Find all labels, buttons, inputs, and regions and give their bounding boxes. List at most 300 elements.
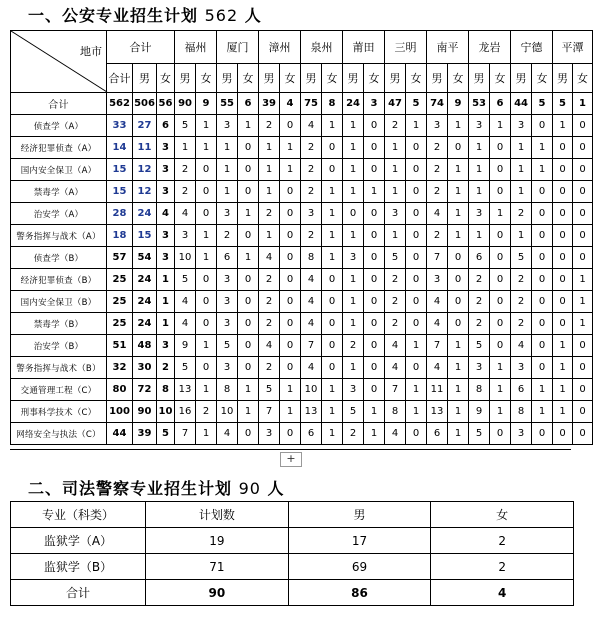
- table-cell: 0: [490, 225, 511, 247]
- table-cell: 2: [427, 137, 448, 159]
- table-cell: 1: [448, 423, 469, 445]
- table-cell: 4: [301, 357, 322, 379]
- table-cell: 0: [322, 291, 343, 313]
- total-subheader: 男: [133, 64, 157, 93]
- table-cell: 0: [322, 313, 343, 335]
- table-row: [11, 313, 593, 335]
- table-cell: 3: [469, 357, 490, 379]
- row-label: 合计: [11, 93, 107, 115]
- table-cell: 1: [364, 401, 385, 423]
- table-cell: 1: [238, 379, 259, 401]
- table-cell: 1: [343, 313, 364, 335]
- table-row: [11, 159, 593, 181]
- table-cell: 1: [217, 181, 238, 203]
- table-cell: 2: [431, 554, 574, 580]
- table-row: [11, 379, 593, 401]
- table-cell: 1: [448, 335, 469, 357]
- table-cell: 4: [175, 203, 196, 225]
- table-cell: 10: [175, 247, 196, 269]
- table-cell: 90: [146, 580, 289, 606]
- table-cell: 56: [157, 93, 175, 115]
- column-header: 专业（科类）: [11, 502, 146, 528]
- table-cell: 0: [553, 181, 573, 203]
- table-cell: 1: [553, 379, 573, 401]
- table-cell: 4: [427, 291, 448, 313]
- city-header: 南平: [427, 31, 469, 64]
- table-row: [11, 93, 593, 115]
- table-cell: 2: [427, 225, 448, 247]
- table-cell: 1: [196, 247, 217, 269]
- table-cell: 44: [107, 423, 133, 445]
- table-cell: 0: [280, 423, 301, 445]
- table-cell: 1: [490, 379, 511, 401]
- row-label: 警务指挥与战术（A）: [11, 225, 107, 247]
- table-cell: 5: [175, 269, 196, 291]
- column-header: 男: [288, 502, 431, 528]
- table-cell: 0: [364, 225, 385, 247]
- table-cell: 0: [553, 269, 573, 291]
- city-header: 福州: [175, 31, 217, 64]
- city-header: 三明: [385, 31, 427, 64]
- row-label: 刑事科学技术（C）: [11, 401, 107, 423]
- table-cell: 47: [385, 93, 406, 115]
- table-cell: 5: [406, 93, 427, 115]
- table-cell: 4: [427, 203, 448, 225]
- table-cell: 1: [448, 379, 469, 401]
- table-cell: 5: [175, 357, 196, 379]
- section2-title: [28, 476, 285, 499]
- gender-subheader: 女: [238, 64, 259, 93]
- table-cell: 2: [343, 335, 364, 357]
- table-cell: 0: [280, 269, 301, 291]
- table-cell: 0: [490, 291, 511, 313]
- table-cell: 3: [343, 379, 364, 401]
- table-cell: 19: [146, 528, 289, 554]
- table-cell: 0: [573, 181, 593, 203]
- gender-subheader: 女: [406, 64, 427, 93]
- table-cell: 1: [157, 269, 175, 291]
- table-cell: 1: [259, 159, 280, 181]
- table-cell: 2: [175, 159, 196, 181]
- table-cell: 1: [196, 379, 217, 401]
- table-cell: 0: [532, 225, 553, 247]
- table-cell: 5: [553, 93, 573, 115]
- table-cell: 3: [385, 203, 406, 225]
- gender-subheader: 男: [301, 64, 322, 93]
- table-cell: 0: [238, 137, 259, 159]
- table-cell: 10: [217, 401, 238, 423]
- table-cell: 1: [385, 137, 406, 159]
- table-cell: 4: [431, 580, 574, 606]
- table-cell: 1: [532, 401, 553, 423]
- table-cell: 0: [573, 137, 593, 159]
- table-cell: 2: [217, 225, 238, 247]
- table-cell: 4: [385, 423, 406, 445]
- table-cell: 4: [280, 93, 301, 115]
- table-cell: 5: [469, 335, 490, 357]
- table-cell: 3: [301, 203, 322, 225]
- table-cell: 5: [511, 247, 532, 269]
- table-cell: 1: [259, 181, 280, 203]
- table-cell: 0: [490, 137, 511, 159]
- table-cell: 1: [217, 137, 238, 159]
- table-cell: 3: [175, 225, 196, 247]
- table-cell: 0: [406, 423, 427, 445]
- table-cell: 1: [385, 225, 406, 247]
- table-cell: 0: [196, 291, 217, 313]
- table-cell: 3: [343, 247, 364, 269]
- table-cell: 55: [217, 93, 238, 115]
- table-cell: 5: [469, 423, 490, 445]
- table-cell: 1: [448, 401, 469, 423]
- table-cell: 5: [175, 115, 196, 137]
- table-cell: 0: [322, 137, 343, 159]
- table-cell: 0: [364, 247, 385, 269]
- table-cell: 71: [146, 554, 289, 580]
- table-cell: 24: [133, 313, 157, 335]
- table-cell: 2: [427, 181, 448, 203]
- table-cell: 0: [490, 269, 511, 291]
- table-cell: 0: [573, 159, 593, 181]
- table-cell: 562: [107, 93, 133, 115]
- table-cell: 0: [280, 291, 301, 313]
- table-cell: 0: [238, 159, 259, 181]
- table-cell: 0: [364, 203, 385, 225]
- section2-title-unit: 人: [267, 479, 285, 498]
- table-cell: 4: [301, 313, 322, 335]
- table-cell: 1: [364, 181, 385, 203]
- table-cell: 0: [573, 423, 593, 445]
- table-cell: 0: [448, 291, 469, 313]
- table-cell: 1: [532, 137, 553, 159]
- table-cell: 1: [511, 159, 532, 181]
- row-label: 侦查学（A）: [11, 115, 107, 137]
- table-cell: 24: [133, 269, 157, 291]
- table-cell: 1: [385, 181, 406, 203]
- table-cell: 54: [133, 247, 157, 269]
- table-cell: 10: [157, 401, 175, 423]
- table-row: [11, 401, 593, 423]
- table-cell: 0: [238, 269, 259, 291]
- table-cell: 25: [107, 269, 133, 291]
- table-cell: 25: [107, 291, 133, 313]
- table-cell: 9: [196, 93, 217, 115]
- corner-header-cell: [11, 31, 107, 93]
- row-label: 交通管理工程（C）: [11, 379, 107, 401]
- table-cell: 74: [427, 93, 448, 115]
- table-cell: 2: [259, 269, 280, 291]
- table-cell: 0: [532, 115, 553, 137]
- table-cell: 0: [196, 181, 217, 203]
- table-cell: 1: [280, 401, 301, 423]
- table-cell: 0: [364, 115, 385, 137]
- table-cell: 0: [532, 247, 553, 269]
- table-cell: 8: [469, 379, 490, 401]
- table-cell: 51: [107, 335, 133, 357]
- table-cell: 0: [196, 203, 217, 225]
- table-cell: 6: [301, 423, 322, 445]
- table-cell: 1: [343, 269, 364, 291]
- table-cell: 39: [259, 93, 280, 115]
- table-cell: 1: [259, 225, 280, 247]
- table-cell: 5: [157, 423, 175, 445]
- table-cell: 6: [511, 379, 532, 401]
- table-cell: 0: [573, 203, 593, 225]
- table-cell: 8: [385, 401, 406, 423]
- table-row: [11, 269, 593, 291]
- table-cell: 3: [157, 225, 175, 247]
- table-row: [11, 247, 593, 269]
- table-cell: 3: [157, 137, 175, 159]
- table-cell: 2: [511, 291, 532, 313]
- city-header: 莆田: [343, 31, 385, 64]
- table-cell: 1: [280, 159, 301, 181]
- table-cell: 0: [553, 423, 573, 445]
- table-cell: 0: [406, 357, 427, 379]
- city-header: 龙岩: [469, 31, 511, 64]
- table-cell: 0: [280, 247, 301, 269]
- row-label: 治安学（A）: [11, 203, 107, 225]
- table-cell: 1: [196, 423, 217, 445]
- table-cell: 0: [406, 291, 427, 313]
- table-cell: 0: [196, 313, 217, 335]
- table-cell: 0: [280, 225, 301, 247]
- table-cell: 0: [280, 357, 301, 379]
- table-cell: 8: [157, 379, 175, 401]
- table-cell: 0: [573, 335, 593, 357]
- table-cell: 2: [385, 115, 406, 137]
- row-label: 经济犯罪侦查（A）: [11, 137, 107, 159]
- row-label: 国内安全保卫（B）: [11, 291, 107, 313]
- table-cell: 1: [343, 115, 364, 137]
- gender-subheader: 女: [196, 64, 217, 93]
- table-cell: 6: [490, 93, 511, 115]
- table-cell: 0: [490, 335, 511, 357]
- gender-subheader: 女: [448, 64, 469, 93]
- table-cell: 2: [259, 313, 280, 335]
- table-cell: 3: [217, 115, 238, 137]
- table-cell: 0: [280, 115, 301, 137]
- section2-title-count: 90: [238, 479, 261, 498]
- row-label: 治安学（B）: [11, 335, 107, 357]
- city-header: 平潭: [553, 31, 593, 64]
- table-cell: 2: [511, 313, 532, 335]
- table-cell: 0: [553, 203, 573, 225]
- table-cell: 0: [196, 269, 217, 291]
- city-header: 厦门: [217, 31, 259, 64]
- table-cell: 2: [259, 115, 280, 137]
- table-cell: 4: [427, 313, 448, 335]
- table-cell: 1: [259, 137, 280, 159]
- table-cell: 0: [196, 159, 217, 181]
- table-cell: 1: [406, 401, 427, 423]
- table-cell: 1: [573, 291, 593, 313]
- table-cell: 32: [107, 357, 133, 379]
- table-cell: 0: [532, 203, 553, 225]
- city-header: 泉州: [301, 31, 343, 64]
- table-cell: 33: [107, 115, 133, 137]
- table-cell: 8: [511, 401, 532, 423]
- table-cell: 0: [573, 379, 593, 401]
- table-cell: 1: [553, 357, 573, 379]
- column-header: 女: [431, 502, 574, 528]
- table-cell: 0: [490, 247, 511, 269]
- table-cell: 2: [259, 357, 280, 379]
- table-cell: 7: [385, 379, 406, 401]
- table-cell: 0: [322, 159, 343, 181]
- table-cell: 1: [175, 137, 196, 159]
- table-cell: 5: [217, 335, 238, 357]
- section1-title-unit: 人: [244, 6, 262, 25]
- table-cell: 6: [469, 247, 490, 269]
- table-cell: 0: [322, 269, 343, 291]
- table-cell: 12: [133, 181, 157, 203]
- table-cell: 0: [406, 313, 427, 335]
- table-cell: 1: [280, 379, 301, 401]
- total-subheader: 合计: [107, 64, 133, 93]
- table-cell: 3: [469, 203, 490, 225]
- table-cell: 2: [259, 291, 280, 313]
- table-cell: 13: [427, 401, 448, 423]
- gender-subheader: 女: [532, 64, 553, 93]
- table-cell: 0: [364, 269, 385, 291]
- table-cell: 10: [301, 379, 322, 401]
- row-label: 监狱学（B）: [11, 554, 146, 580]
- table-cell: 2: [157, 357, 175, 379]
- table-cell: 1: [322, 225, 343, 247]
- table-cell: 0: [406, 269, 427, 291]
- table-cell: 0: [490, 313, 511, 335]
- table-cell: 1: [238, 203, 259, 225]
- gender-subheader: 男: [259, 64, 280, 93]
- diagonal-line: [11, 31, 107, 92]
- table-cell: 1: [532, 379, 553, 401]
- table-cell: 3: [427, 269, 448, 291]
- table-cell: 1: [322, 423, 343, 445]
- table-cell: 0: [448, 247, 469, 269]
- table-cell: 6: [238, 93, 259, 115]
- table-cell: 6: [217, 247, 238, 269]
- table-cell: 2: [343, 423, 364, 445]
- section1-title-count: 562: [204, 6, 239, 25]
- table-cell: 0: [490, 181, 511, 203]
- table-cell: 0: [553, 313, 573, 335]
- table-cell: 1: [573, 93, 593, 115]
- table-cell: 13: [175, 379, 196, 401]
- table-cell: 6: [157, 115, 175, 137]
- add-row-button[interactable]: +: [280, 452, 302, 467]
- table-cell: 0: [322, 335, 343, 357]
- table-cell: 2: [469, 291, 490, 313]
- table-cell: 24: [343, 93, 364, 115]
- table-cell: 1: [238, 247, 259, 269]
- table-cell: 0: [238, 335, 259, 357]
- table-cell: 1: [343, 181, 364, 203]
- city-header: 漳州: [259, 31, 301, 64]
- table-cell: 0: [364, 159, 385, 181]
- table-cell: 0: [343, 203, 364, 225]
- table-cell: 2: [301, 137, 322, 159]
- table-cell: 1: [573, 269, 593, 291]
- table-cell: 4: [511, 335, 532, 357]
- table-cell: 1: [448, 225, 469, 247]
- table-cell: 0: [238, 423, 259, 445]
- table-cell: 1: [322, 115, 343, 137]
- table-cell: 1: [322, 379, 343, 401]
- table-cell: 0: [532, 335, 553, 357]
- table-row: [11, 225, 593, 247]
- table-cell: 1: [196, 137, 217, 159]
- table-cell: 2: [469, 313, 490, 335]
- table-cell: 1: [364, 423, 385, 445]
- table-cell: 5: [259, 379, 280, 401]
- table-cell: 86: [288, 580, 431, 606]
- table-cell: 1: [490, 401, 511, 423]
- table-cell: 1: [280, 137, 301, 159]
- table-row: [11, 115, 593, 137]
- table-cell: 5: [532, 93, 553, 115]
- table-cell: 24: [133, 291, 157, 313]
- table-cell: 1: [322, 401, 343, 423]
- table-cell: 1: [553, 401, 573, 423]
- table-row: [11, 335, 593, 357]
- table-cell: 1: [448, 357, 469, 379]
- table-cell: 2: [427, 159, 448, 181]
- table-row: [11, 291, 593, 313]
- table-cell: 0: [573, 225, 593, 247]
- table-cell: 24: [133, 203, 157, 225]
- table-cell: 3: [511, 115, 532, 137]
- table-cell: 0: [238, 225, 259, 247]
- table-cell: 3: [157, 247, 175, 269]
- table-cell: 0: [448, 137, 469, 159]
- table-cell: 4: [175, 313, 196, 335]
- table-cell: 3: [364, 93, 385, 115]
- table-cell: 27: [133, 115, 157, 137]
- table-cell: 2: [301, 181, 322, 203]
- table-cell: 1: [385, 159, 406, 181]
- table-row: [11, 528, 574, 554]
- table-cell: 4: [259, 335, 280, 357]
- table-cell: 1: [469, 181, 490, 203]
- table-cell: 11: [133, 137, 157, 159]
- table-cell: 1: [490, 115, 511, 137]
- table-cell: 2: [196, 401, 217, 423]
- table-cell: 2: [511, 203, 532, 225]
- section1-title-text: 一、公安专业招生计划: [28, 6, 199, 25]
- table-cell: 9: [175, 335, 196, 357]
- table-cell: 1: [511, 225, 532, 247]
- table-cell: 8: [217, 379, 238, 401]
- table-cell: 69: [288, 554, 431, 580]
- table-cell: 18: [107, 225, 133, 247]
- table-cell: 3: [469, 115, 490, 137]
- table-cell: 0: [532, 291, 553, 313]
- table-cell: 0: [532, 181, 553, 203]
- table-cell: 48: [133, 335, 157, 357]
- gender-subheader: 女: [490, 64, 511, 93]
- row-label: 网络安全与执法（C）: [11, 423, 107, 445]
- table-cell: 90: [175, 93, 196, 115]
- table-cell: 1: [511, 181, 532, 203]
- table-cell: 7: [427, 335, 448, 357]
- table-cell: 0: [406, 203, 427, 225]
- table-cell: 0: [406, 181, 427, 203]
- table-cell: 2: [385, 313, 406, 335]
- section2-title-text: 二、司法警察专业招生计划: [28, 479, 233, 498]
- table-cell: 0: [553, 291, 573, 313]
- table-cell: 3: [157, 181, 175, 203]
